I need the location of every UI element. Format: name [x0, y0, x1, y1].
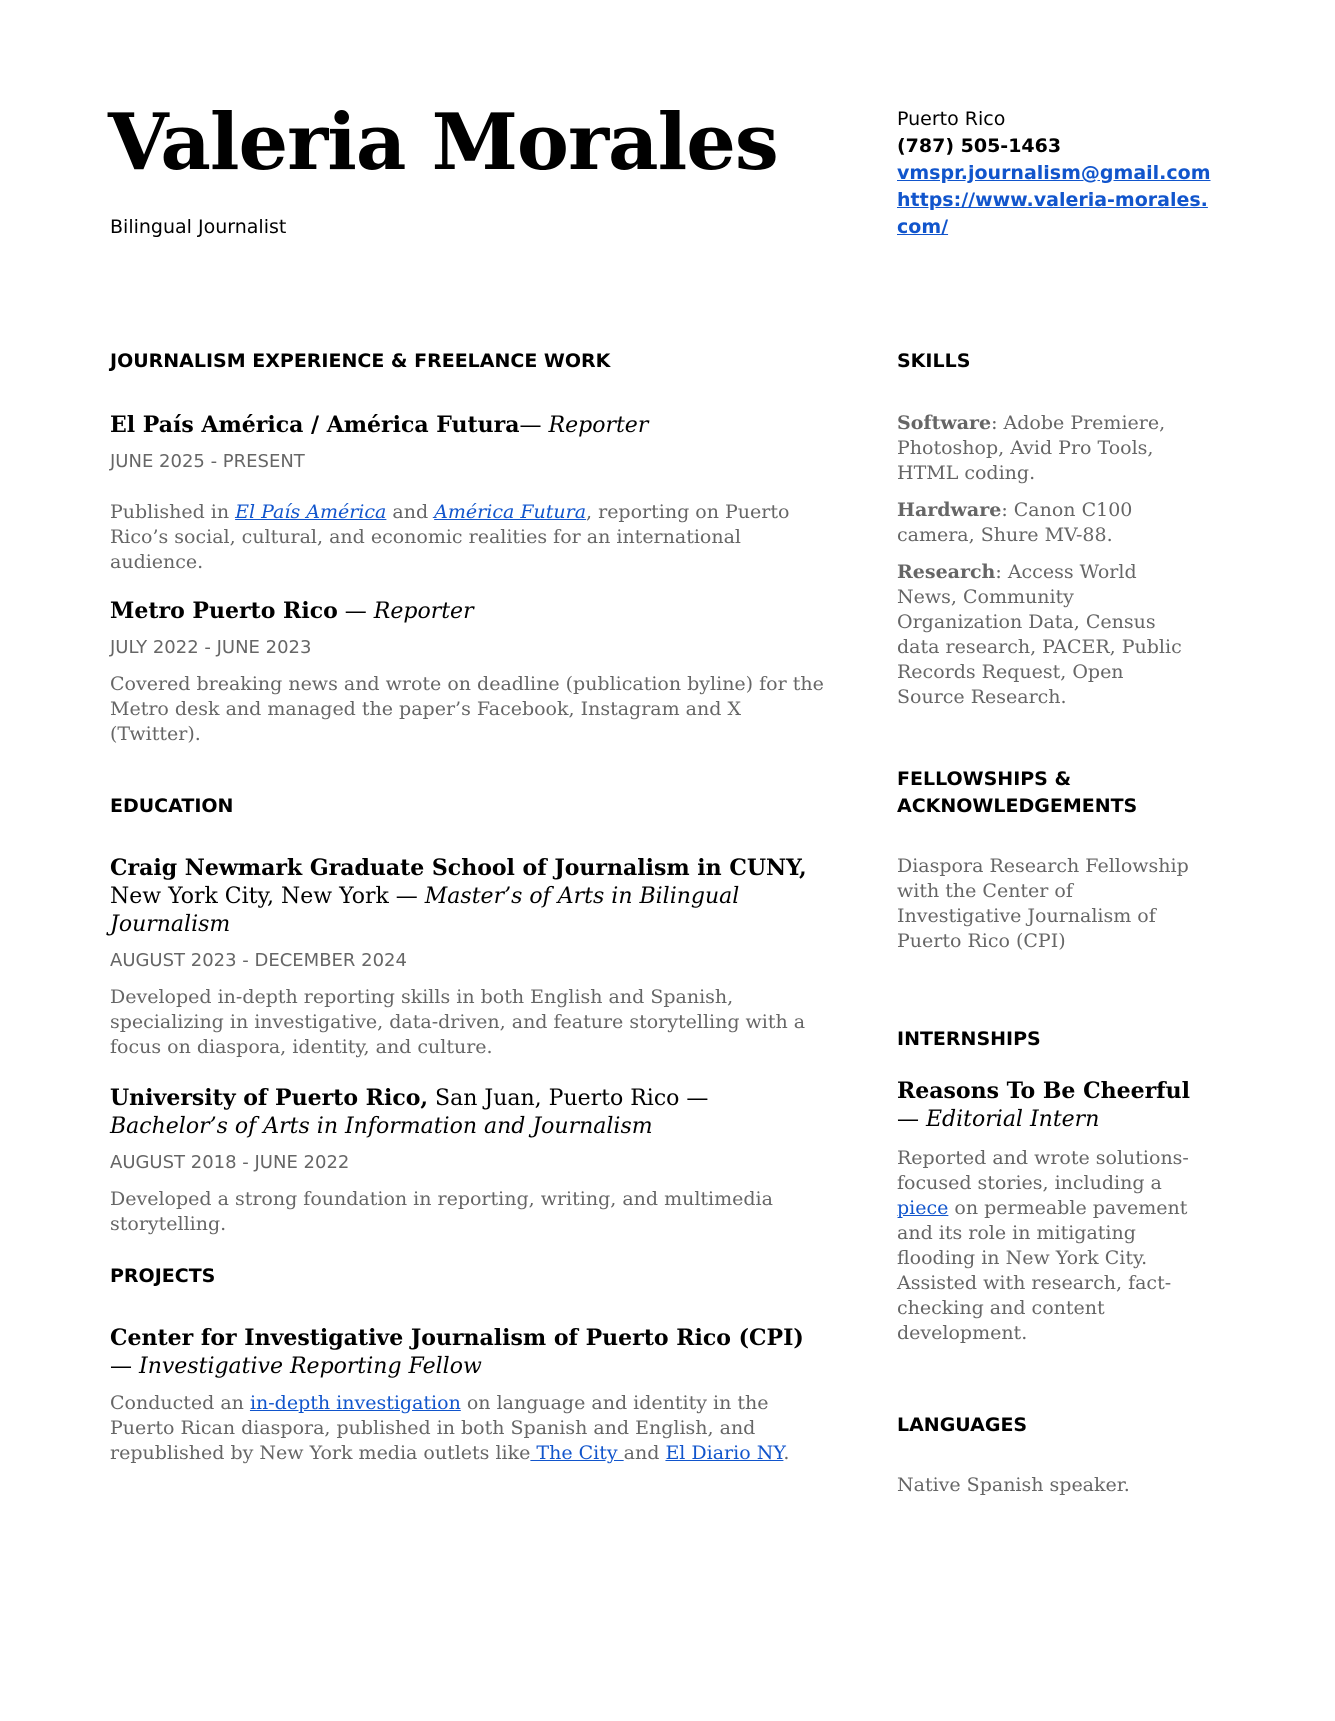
internships-heading: INTERNSHIPS — [897, 1028, 1041, 1050]
el-pais-america-link[interactable]: El País América — [235, 501, 387, 523]
project-title — [110, 1324, 830, 1381]
skill-label: Hardware — [897, 499, 1002, 521]
candidate-subtitle: Bilingual Journalist — [110, 216, 287, 238]
job-description: Covered breaking news and wrote on deadline (publication byline) for the Metro desk and managed the paper’s Facebook, Instagram and X (Twitter). — [110, 673, 824, 745]
contact-phone: (787) 505-1463 — [897, 135, 1062, 157]
job-title — [110, 597, 830, 626]
fellowships-heading — [897, 766, 1197, 820]
skills-list — [897, 411, 1197, 710]
internship-description — [897, 1146, 1197, 1346]
project-entry — [110, 1324, 830, 1466]
main-column — [110, 348, 830, 1466]
internship-role: Editorial Intern — [926, 1107, 1100, 1132]
job-separator: — — [519, 413, 549, 438]
job-entry — [110, 597, 830, 747]
school-degree: Bachelor’s of Arts in Information and Journalism — [110, 1114, 653, 1139]
languages-heading: LANGUAGES — [897, 1414, 1028, 1436]
experience-heading: JOURNALISM EXPERIENCE & FREELANCE WORK — [110, 350, 611, 372]
project-role: Investigative Reporting Fellow — [139, 1354, 482, 1379]
school-title — [110, 1084, 830, 1141]
school-name: Craig Newmark Graduate School of Journalism in CUNY, — [110, 855, 807, 881]
job-separator: — — [337, 599, 374, 624]
school-description: Developed in-depth reporting skills in both English and Spanish, specializing in investigative, data-driven, and feature storytelling with a focus on diaspora, identity, and culture. — [110, 986, 806, 1058]
school-title — [110, 854, 830, 939]
fellowships-heading-line-1: FELLOWSHIPS & — [897, 768, 1072, 790]
skill-item — [897, 411, 1197, 486]
school-dates: AUGUST 2018 - JUNE 2022 — [110, 1152, 350, 1173]
desc-text: on permeable pavement and its role in mitigating flooding in New York City. Assisted with research, fact-checking and content development. — [897, 1197, 1188, 1344]
contact-website-link[interactable] — [897, 187, 1227, 241]
skill-text: : Canon C100 camera, Shure MV-88. — [897, 499, 1133, 546]
desc-text: , reporting on Puerto Rico’s social, cultural, and economic realities for an international audience. — [110, 501, 790, 573]
skill-text: : Adobe Premiere, Photoshop, Avid Pro Tools, HTML coding. — [897, 412, 1166, 484]
skill-item — [897, 560, 1197, 710]
website-line-2[interactable]: com/ — [897, 216, 949, 238]
fellowships-heading-line-2: ACKNOWLEDGEMENTS — [897, 795, 1138, 817]
project-org: Center for Investigative Journalism of Puerto Rico (CPI) — [110, 1325, 804, 1351]
languages-description: Native Spanish speaker. — [897, 1474, 1130, 1496]
desc-text: . — [783, 1442, 790, 1464]
project-description — [110, 1391, 830, 1466]
skill-item — [897, 498, 1197, 548]
internship-title — [897, 1077, 1197, 1134]
job-role: Reporter — [548, 413, 649, 438]
america-futura-link[interactable]: América Futura — [434, 501, 587, 523]
school-degree: Master’s of Arts in Bilingual Journalism — [110, 884, 740, 937]
education-heading: EDUCATION — [110, 795, 234, 817]
job-dates: JULY 2022 - JUNE 2023 — [110, 637, 312, 658]
side-column — [897, 348, 1197, 1498]
job-dates: JUNE 2025 - PRESENT — [110, 451, 305, 472]
job-org: Metro Puerto Rico — [110, 598, 338, 624]
skill-label: Software — [897, 412, 992, 434]
projects-heading: PROJECTS — [110, 1265, 216, 1287]
fellowship-description: Diaspora Research Fellowship with the Center of Investigative Journalism of Puerto Rico (CPI) — [897, 855, 1189, 952]
desc-text: Conducted an — [110, 1392, 250, 1414]
internship-org: Reasons To Be Cheerful — [897, 1078, 1190, 1104]
job-entry — [110, 411, 830, 575]
contact-email-link[interactable]: vmspr.journalism@gmail.com — [897, 162, 1211, 184]
school-dates: AUGUST 2023 - DECEMBER 2024 — [110, 950, 407, 971]
education-entry — [110, 854, 830, 1060]
desc-text: Reported and wrote solutions-focused stories, including a — [897, 1147, 1189, 1194]
education-entry — [110, 1084, 830, 1237]
skill-label: Research — [897, 561, 996, 583]
job-title — [110, 411, 830, 440]
skill-text: : Access World News, Community Organization Data, Census data research, PACER, Public Records Request, Open Source Research. — [897, 561, 1182, 708]
desc-text: on language and identity in the Puerto Rican diaspora, published in both Spanish and English, and republished by New York media outlets like — [110, 1392, 769, 1464]
school-name: University of Puerto Rico, — [110, 1085, 429, 1111]
contact-block — [897, 106, 1227, 241]
skills-heading: SKILLS — [897, 350, 971, 372]
school-place: San Juan, Puerto Rico — — [428, 1086, 709, 1111]
contact-location: Puerto Rico — [897, 108, 1006, 130]
desc-text: and — [623, 1442, 666, 1464]
el-diario-ny-link[interactable]: El Diario NY — [665, 1442, 784, 1464]
job-role: Reporter — [373, 599, 474, 624]
candidate-name: Valeria Morales — [108, 97, 778, 188]
school-place: New York City, New York — — [110, 884, 425, 909]
the-city-link[interactable]: The City — [530, 1442, 624, 1464]
piece-link[interactable]: piece — [897, 1197, 949, 1219]
website-line-1[interactable]: https://www.valeria-morales. — [897, 189, 1208, 211]
desc-text: and — [386, 501, 435, 523]
job-org: El País América / América Futura — [110, 412, 520, 438]
desc-text: Published in — [110, 501, 236, 523]
in-depth-investigation-link[interactable]: in-depth investigation — [249, 1392, 461, 1414]
internship-separator: — — [897, 1107, 926, 1132]
school-description: Developed a strong foundation in reporting, writing, and multimedia storytelling. — [110, 1188, 773, 1235]
project-separator: — — [110, 1354, 139, 1379]
job-description — [110, 500, 830, 575]
